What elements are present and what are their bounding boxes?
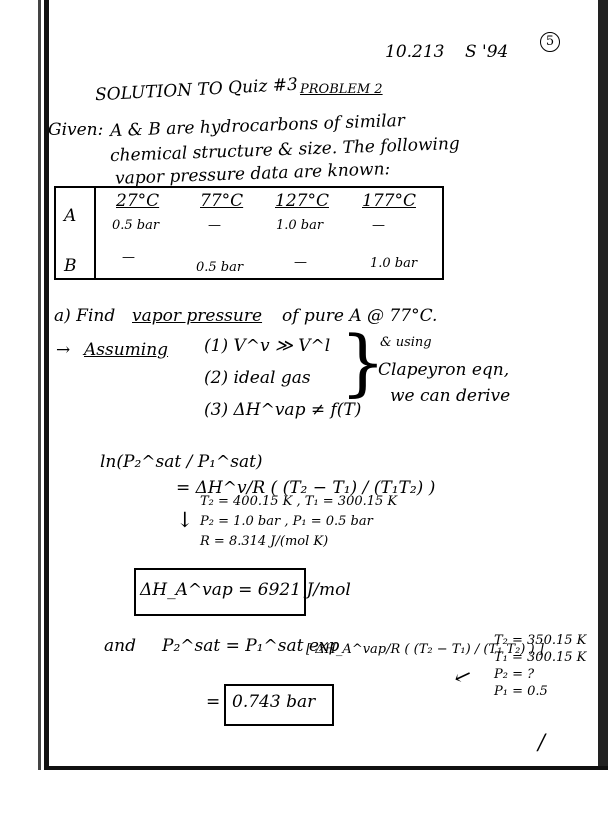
assumption-2: (2) ideal gas <box>204 368 311 388</box>
equation-1-rhs: = ΔH^v/R ( (T₂ − T₁) / (T₁T₂) ) <box>176 478 436 498</box>
result-2: 0.743 bar <box>232 692 316 712</box>
table-row-label: A <box>64 206 77 226</box>
assumption-3: (3) ΔH^vap ≠ f(T) <box>204 400 362 420</box>
note-line-2: Clapeyron eqn, <box>378 360 510 380</box>
page-left-edge <box>44 0 49 770</box>
given-label: Given: <box>48 120 104 140</box>
table-cell: 0.5 bar <box>112 218 160 233</box>
down-arrow-icon: ↓ <box>176 508 194 532</box>
note-line-3: we can derive <box>390 386 511 406</box>
footer-mark: / <box>538 730 546 754</box>
page-title: SOLUTION TO Quiz #3 <box>94 74 299 106</box>
arrow-icon: → <box>56 340 71 360</box>
table-cell: — <box>372 218 385 233</box>
term: S '94 <box>465 42 509 62</box>
table-col-header: 127°C <box>275 191 329 211</box>
table-cell: — <box>294 255 307 270</box>
result-2-equals: = <box>206 692 221 712</box>
table-cell: 1.0 bar <box>370 256 418 271</box>
table-cell: — <box>122 250 135 265</box>
table-divider <box>94 186 96 278</box>
equation-2-and: and <box>104 636 136 656</box>
note-line-1: & using <box>380 335 432 350</box>
equation-1-lhs: ln(P₂^sat / P₁^sat) <box>100 452 263 472</box>
equation-2-bracket: [ ΔH_A^vap/R ( (T₂ − T₁) / (T₁ T₂) ) ] <box>306 642 544 657</box>
brace-icon: } <box>340 320 386 404</box>
page-bottom-edge <box>44 766 608 770</box>
side-value: T₂ = 350.15 K <box>494 633 587 648</box>
table-row-label: B <box>64 256 77 276</box>
page-number-circle: 5 <box>540 32 560 52</box>
part-a-prefix: a) Find <box>54 306 116 326</box>
table-cell: 1.0 bar <box>276 218 324 233</box>
binding-shadow <box>38 0 41 770</box>
table-col-header: 27°C <box>116 191 160 211</box>
given-line-1: A & B are hydrocarbons of similar <box>109 110 406 142</box>
equation-2-lhs: P₂^sat = P₁^sat exp <box>162 636 340 656</box>
table-col-header: 77°C <box>200 191 244 211</box>
page-right-edge <box>598 0 608 770</box>
part-a-rest: of pure A @ 77°C. <box>282 306 438 326</box>
result-1: ΔH_A^vap = 6921 J/mol <box>140 580 351 600</box>
part-a-underlined: vapor pressure <box>132 306 263 326</box>
table-cell: 0.5 bar <box>196 260 244 275</box>
problem-label: PROBLEM 2 <box>300 82 383 97</box>
assumption-1: (1) V^v ≫ V^l <box>204 336 331 356</box>
table-cell: — <box>208 218 221 233</box>
given-line-2: chemical structure & size. The following <box>109 133 461 167</box>
given-pressures: P₂ = 1.0 bar , P₁ = 0.5 bar <box>200 514 373 529</box>
given-temperatures: T₂ = 400.15 K , T₁ = 300.15 K <box>200 494 398 509</box>
side-value: P₂ = ? <box>494 667 535 682</box>
side-value: P₁ = 0.5 <box>494 684 548 699</box>
table-col-header: 177°C <box>362 191 416 211</box>
gas-constant: R = 8.314 J/(mol K) <box>200 534 329 549</box>
side-value: T₁ = 300.15 K <box>494 650 587 665</box>
given-line-3: vapor pressure data are known: <box>114 159 391 189</box>
curved-arrow-icon: ↙ <box>450 661 476 691</box>
assuming-label: Assuming <box>84 340 169 360</box>
course-number: 10.213 <box>385 42 445 62</box>
